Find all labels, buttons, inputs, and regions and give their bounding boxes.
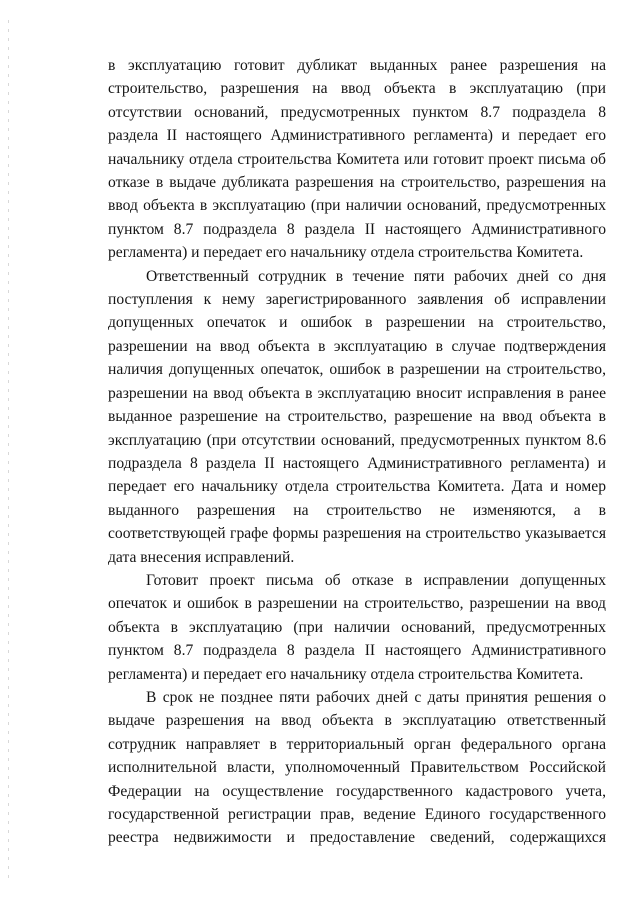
document-body xyxy=(108,54,606,850)
paragraph-3: Готовит проект письма об отказе в исправлении допущенных опечаток и ошибок в разрешении на строительство, разрешении на ввод объекта в эксплуатацию (при наличии оснований, предусмотренных пунктом 8.7 подраздела 8 раздела II настоящего Административного регламента) и передает его начальнику отдела строительства Комитета. xyxy=(108,571,606,683)
paragraph-4: В срок не позднее пяти рабочих дней с даты принятия решения о выдаче разрешения на ввод объекта в эксплуатацию ответственный сотрудник направляет в территориальный орган федерального органа исполнительной власти, уполномоченный Правительством Российской Федерации на осуществление государственного кадастрового учета, государственной регистрации прав, ведение Единого государственного реестра недвижимости и предоставление сведений, содержащихся xyxy=(108,688,606,847)
paragraph-1: в эксплуатацию готовит дубликат выданных ранее разрешения на строительство, разрешения на ввод объекта в эксплуатацию (при отсутствии оснований, предусмотренных пунктом 8.7 подраздела 8 раздела II настоящего Административного регламента) и передает его начальнику отдела строительства Комитета или готовит проект письма об отказе в выдаче дубликата разрешения на строительство, разрешения на ввод объекта в эксплуатацию (при наличии оснований, предусмотренных пунктом 8.7 подраздела 8 раздела II настоящего Административного регламента) и передает его начальнику отдела строительства Комитета. xyxy=(108,57,606,262)
paragraph-2: Ответственный сотрудник в течение пяти рабочих дней со дня поступления к нему зарегистрированного заявления об исправлении допущенных опечаток и ошибок в разрешении на строительство, разрешении на ввод объекта в эксплуатацию в случае подтверждения наличия допущенных опечаток, ошибок в разрешении на строительство, разрешении на ввод объекта в эксплуатацию вносит исправления в ранее выданное разрешение на строительство, разрешение на ввод объекта в эксплуатацию (при отсутствии оснований, предусмотренных пунктом 8.6 подраздела 8 раздела II настоящего Административного регламента) и передает его начальнику отдела строительства Комитета. Дата и номер выданного разрешения на строительство не изменяются, а в соответствующей графе формы разрешения на строительство указывается дата внесения исправлений. xyxy=(108,267,606,566)
scan-left-edge xyxy=(8,20,9,880)
